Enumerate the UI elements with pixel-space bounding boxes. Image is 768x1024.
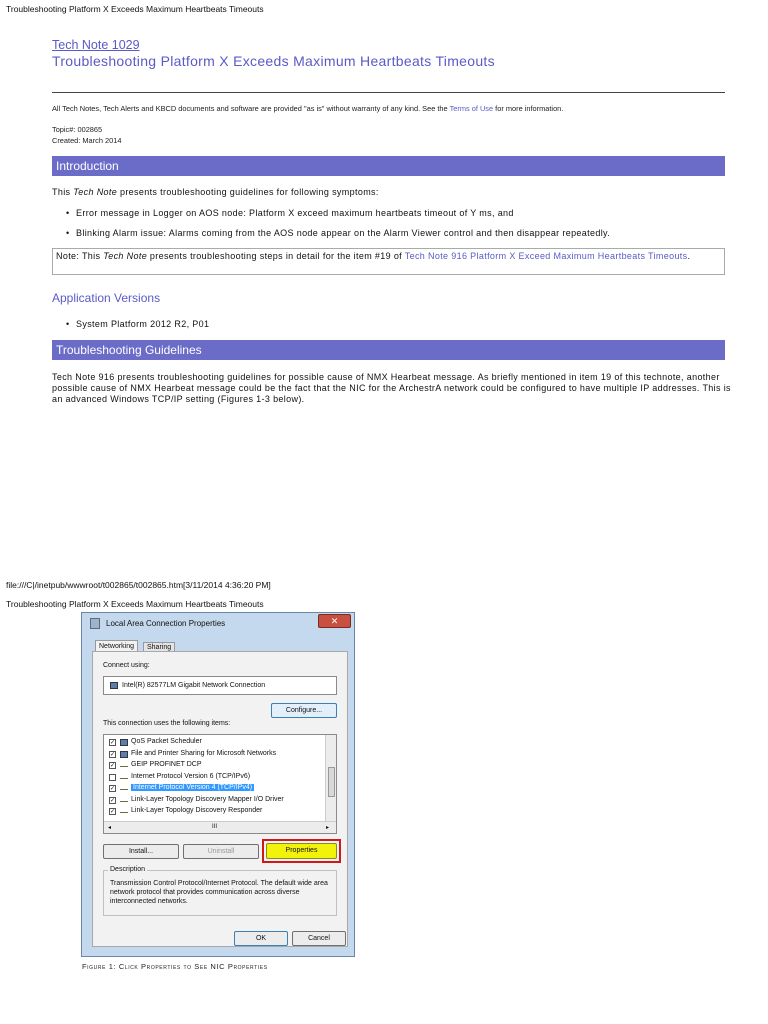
page-header: Troubleshooting Platform X Exceeds Maximum Heartbeats Timeouts (6, 4, 264, 14)
protocol-icon (120, 801, 128, 802)
ok-button[interactable]: OK (234, 931, 288, 946)
created-date: Created: March 2014 (52, 136, 122, 145)
network-component-icon (120, 751, 128, 758)
topic-number: Topic#: 002865 (52, 125, 103, 134)
scroll-left-icon[interactable]: ◂ (108, 825, 112, 831)
connect-using-label: Connect using: (103, 662, 150, 669)
scrollbar-grip[interactable]: III (212, 824, 218, 830)
list-item[interactable] (109, 773, 321, 783)
disclaimer-text: All Tech Notes, Tech Alerts and KBCD documents and software are provided "as is" without warranty of any kind. See the (52, 104, 450, 113)
network-adapter-icon (90, 618, 100, 629)
note-box (52, 248, 725, 275)
terms-of-use-link[interactable]: Terms of Use (449, 104, 494, 113)
page-title: Troubleshooting Platform X Exceeds Maximum Heartbeats Timeouts (52, 53, 495, 69)
list-item[interactable] (109, 761, 321, 771)
troubleshooting-paragraph: Tech Note 916 presents troubleshooting guidelines for possible cause of NMX Hearbeat message. As briefly mentioned in item 19 of this technote, another possible cause of NMX Hearbeat message could be the fact that the NIC for the ArchestrA network could be configured to have multiple IP addresses. This is an advanced Windows TCP/IP setting (Figures 1-3 below). (52, 372, 731, 404)
network-adapter-icon (110, 682, 118, 689)
tab-sharing[interactable]: Sharing (143, 642, 175, 652)
vertical-scrollbar[interactable] (325, 735, 337, 821)
list-item: • Blinking Alarm issue: Alarms coming from the AOS node appear on the Alarm Viewer control and then disappear repeatedly. (66, 228, 611, 238)
intro-text-end: presents troubleshooting guidelines for following symptoms: (117, 187, 379, 197)
list-item[interactable] (109, 738, 321, 748)
page2-header: Troubleshooting Platform X Exceeds Maximum Heartbeats Timeouts (6, 599, 264, 609)
note-emphasis: Tech Note (103, 251, 148, 261)
item-checkbox[interactable]: ✓ (110, 797, 116, 804)
title-divider (52, 92, 725, 93)
bullet-text: Error message in Logger on AOS node: Platform X exceed maximum heartbeats timeout of Y ms, and (76, 208, 514, 218)
bullet-text: Blinking Alarm issue: Alarms coming from the AOS node appear on the Alarm Viewer control and then disappear repeatedly. (76, 228, 611, 238)
list-item[interactable] (109, 807, 321, 817)
items-label: This connection uses the following items: (103, 720, 231, 727)
list-item: • Error message in Logger on AOS node: Platform X exceed maximum heartbeats timeout of Y ms, and (66, 208, 514, 218)
description-text: Transmission Control Protocol/Internet Protocol. The default wide area network protocol that provides communication across diverse interconnected networks. (110, 880, 328, 905)
list-item[interactable] (109, 784, 321, 794)
scrollbar-thumb[interactable] (328, 767, 335, 797)
intro-paragraph (52, 187, 732, 198)
troubleshooting-heading: Troubleshooting Guidelines (52, 340, 725, 360)
item-checkbox[interactable]: ✓ (110, 763, 116, 769)
footer-url: file:///C|/inetpub/wwwroot/t002865/t002865.htm[3/11/2014 4:36:20 PM] (6, 580, 271, 590)
item-label: Internet Protocol Version 4 (TCP/IPv4) (133, 784, 253, 791)
install-button[interactable]: Install... (103, 844, 179, 859)
version-text: System Platform 2012 R2, P01 (76, 319, 210, 329)
properties-button[interactable]: Properties (266, 843, 337, 859)
list-item: • System Platform 2012 R2, P01 (66, 319, 210, 329)
description-group (103, 866, 337, 916)
scroll-right-icon[interactable]: ▸ (326, 825, 330, 831)
list-item[interactable] (109, 750, 321, 760)
item-label: Internet Protocol Version 6 (TCP/IPv6) (131, 772, 251, 780)
adapter-field (103, 676, 337, 695)
description-label: Description (110, 866, 146, 873)
protocol-icon (120, 766, 128, 767)
local-area-connection-dialog (81, 612, 355, 957)
protocol-icon (120, 778, 128, 779)
adapter-name: Intel(R) 82577LM Gigabit Network Connection (122, 682, 266, 689)
close-icon[interactable]: ✕ (318, 614, 351, 628)
figure-caption: Figure 1: Click Properties to See NIC Properties (82, 962, 268, 971)
disclaimer (52, 104, 563, 113)
cancel-button[interactable]: Cancel (292, 931, 346, 946)
properties-highlight (262, 839, 341, 863)
horizontal-scrollbar[interactable] (104, 821, 336, 834)
item-label: Link-Layer Topology Discovery Mapper I/O Driver (131, 795, 284, 803)
items-list (103, 734, 337, 834)
tech-note-link[interactable]: Tech Note 1029 (52, 38, 140, 52)
item-label: Link-Layer Topology Discovery Responder (131, 807, 263, 814)
item-label: QoS Packet Scheduler (131, 738, 202, 745)
dialog-title: Local Area Connection Properties (106, 619, 226, 628)
network-component-icon (120, 739, 128, 746)
item-checkbox[interactable]: ✓ (110, 786, 116, 792)
protocol-icon (120, 789, 128, 790)
uninstall-button[interactable]: Uninstall (183, 844, 259, 859)
note-text: Note: This (56, 251, 104, 261)
intro-text: This (52, 187, 74, 197)
tech-note-916-link[interactable]: Tech Note 916 Platform X Exceed Maximum Heartbeats Timeouts (404, 251, 688, 261)
disclaimer-text-end: for more information. (493, 104, 564, 113)
list-item[interactable] (109, 796, 321, 806)
item-checkbox[interactable]: ✓ (110, 751, 116, 758)
item-label: GEIP PROFINET DCP (131, 761, 202, 768)
tab-networking[interactable]: Networking (95, 640, 138, 652)
protocol-icon (120, 812, 128, 813)
configure-button[interactable]: Configure... (271, 703, 337, 718)
note-text-mid: presents troubleshooting steps in detail for the item #19 of (147, 251, 405, 261)
item-checkbox[interactable]: ✓ (110, 740, 116, 746)
intro-emphasis: Tech Note (73, 187, 118, 197)
dialog-body (92, 651, 348, 947)
application-versions-heading: Application Versions (52, 291, 161, 305)
item-label: File and Printer Sharing for Microsoft Networks (131, 749, 277, 757)
item-checkbox[interactable] (109, 774, 116, 781)
introduction-heading: Introduction (52, 156, 725, 176)
note-text-end: . (687, 251, 691, 261)
item-checkbox[interactable]: ✓ (110, 809, 116, 815)
